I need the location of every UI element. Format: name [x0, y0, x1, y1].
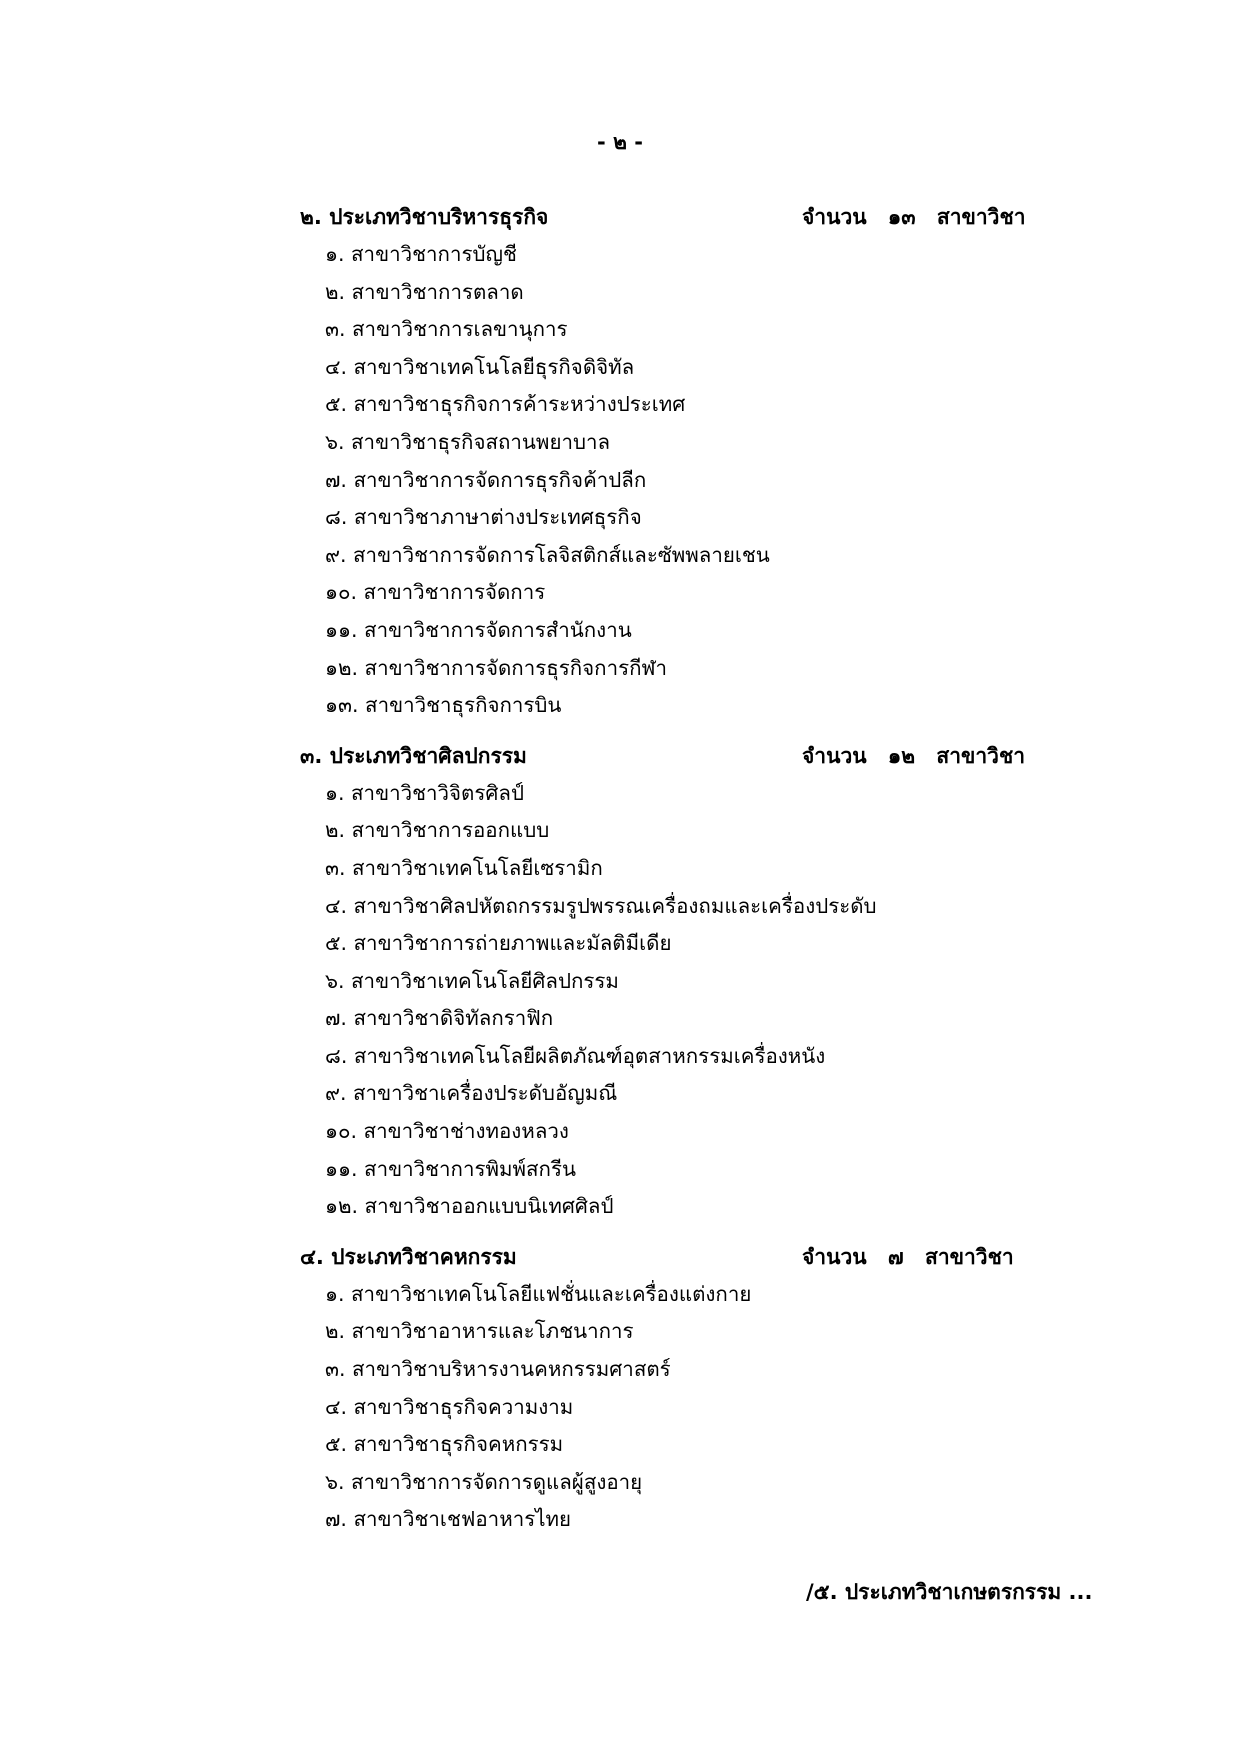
- list-item: ๒. สาขาวิชาอาหารและโภชนาการ: [325, 1319, 634, 1344]
- list-item: ๖. สาขาวิชาเทคโนโลยีศิลปกรรม: [325, 968, 619, 993]
- list-item: ๑๐. สาขาวิชาการจัดการ: [325, 580, 546, 605]
- list-item: ๖. สาขาวิชาการจัดการดูแลผู้สูงอายุ: [325, 1469, 643, 1494]
- section-home-economics: [300, 1238, 1020, 1539]
- count-unit: สาขาวิชา: [936, 743, 1026, 768]
- section-fine-arts: [300, 737, 1026, 1226]
- list-item: ๗. สาขาวิชาการจัดการธุรกิจค้าปลีก: [325, 467, 647, 492]
- count-label: จำนวน: [802, 743, 867, 768]
- document-body: [300, 198, 1026, 1551]
- section-title: ๔. ประเภทวิชาคหกรรม: [300, 1244, 517, 1269]
- list-item: ๔. สาขาวิชาธุรกิจความงาม: [325, 1394, 574, 1419]
- list-item: ๔. สาขาวิชาศิลปหัตถกรรมรูปพรรณเครื่องถมและเครื่องประดับ: [325, 893, 877, 918]
- count-unit: สาขาวิชา: [925, 1244, 1014, 1269]
- list-item: ๒. สาขาวิชาการออกแบบ: [325, 818, 550, 843]
- count-unit: สาขาวิชา: [936, 205, 1026, 229]
- list-item: ๑๑. สาขาวิชาการพิมพ์สกรีน: [325, 1156, 576, 1181]
- section-business-administration: [300, 198, 1026, 725]
- count-label: จำนวน: [802, 205, 867, 229]
- list-item: ๔. สาขาวิชาเทคโนโลยีธุรกิจดิจิทัล: [325, 354, 635, 379]
- list-item: ๑. สาขาวิชาวิจิตรศิลป์: [325, 780, 524, 805]
- list-item: ๑. สาขาวิชาเทคโนโลยีแฟชั่นและเครื่องแต่งกาย: [325, 1281, 752, 1306]
- count-label: จำนวน: [802, 1244, 867, 1269]
- list-item: ๑๐. สาขาวิชาช่างทองหลวง: [325, 1119, 569, 1144]
- section-header: [300, 737, 1026, 775]
- section-header: [300, 1238, 1020, 1276]
- list-item: ๕. สาขาวิชาธุรกิจการค้าระหว่างประเทศ: [325, 392, 686, 417]
- section-header: [300, 198, 1026, 236]
- section-count: [802, 1238, 1014, 1276]
- list-item: ๑๒. สาขาวิชาการจัดการธุรกิจการกีฬา: [325, 655, 668, 680]
- continuation-note: /๕. ประเภทวิชาเกษตรกรรม ...: [806, 1580, 1093, 1604]
- section-title: ๓. ประเภทวิชาศิลปกรรม: [300, 743, 527, 768]
- page-number: - ๒ -: [597, 130, 643, 154]
- section-count: [802, 198, 1026, 236]
- list-item: ๖. สาขาวิชาธุรกิจสถานพยาบาล: [325, 429, 611, 454]
- list-item: ๑๒. สาขาวิชาออกแบบนิเทศศิลป์: [325, 1194, 614, 1219]
- count-value: ๑๓: [887, 205, 916, 229]
- list-item: ๙. สาขาวิชาการจัดการโลจิสติกส์และซัพพลายเชน: [325, 542, 770, 567]
- list-item: ๒. สาขาวิชาการตลาด: [325, 279, 524, 304]
- list-item: ๓. สาขาวิชาบริหารงานคหกรรมศาสตร์: [325, 1357, 671, 1382]
- list-item: ๘. สาขาวิชาเทคโนโลยีผลิตภัณฑ์อุตสาหกรรมเครื่องหนัง: [325, 1043, 826, 1068]
- list-item: ๕. สาขาวิชาธุรกิจคหกรรม: [325, 1432, 564, 1457]
- count-value: ๗: [887, 1244, 904, 1269]
- list-item: ๓. สาขาวิชาการเลขานุการ: [325, 317, 568, 342]
- section-count: [802, 737, 1025, 775]
- list-item: ๑๑. สาขาวิชาการจัดการสำนักงาน: [325, 617, 632, 642]
- list-item: ๙. สาขาวิชาเครื่องประดับอัญมณี: [325, 1081, 618, 1106]
- section-title: ๒. ประเภทวิชาบริหารธุรกิจ: [300, 205, 549, 229]
- list-item: ๗. สาขาวิชาเชฟอาหารไทย: [325, 1507, 572, 1532]
- list-item: ๗. สาขาวิชาดิจิทัลกราฟิก: [325, 1006, 554, 1031]
- list-item: ๘. สาขาวิชาภาษาต่างประเทศธุรกิจ: [325, 505, 642, 530]
- count-value: ๑๒: [887, 743, 916, 768]
- list-item: ๕. สาขาวิชาการถ่ายภาพและมัลติมีเดีย: [325, 931, 672, 956]
- list-item: ๑๓. สาขาวิชาธุรกิจการบิน: [325, 693, 562, 718]
- list-item: ๑. สาขาวิชาการบัญชี: [325, 242, 517, 266]
- list-item: ๓. สาขาวิชาเทคโนโลยีเซรามิก: [325, 855, 603, 880]
